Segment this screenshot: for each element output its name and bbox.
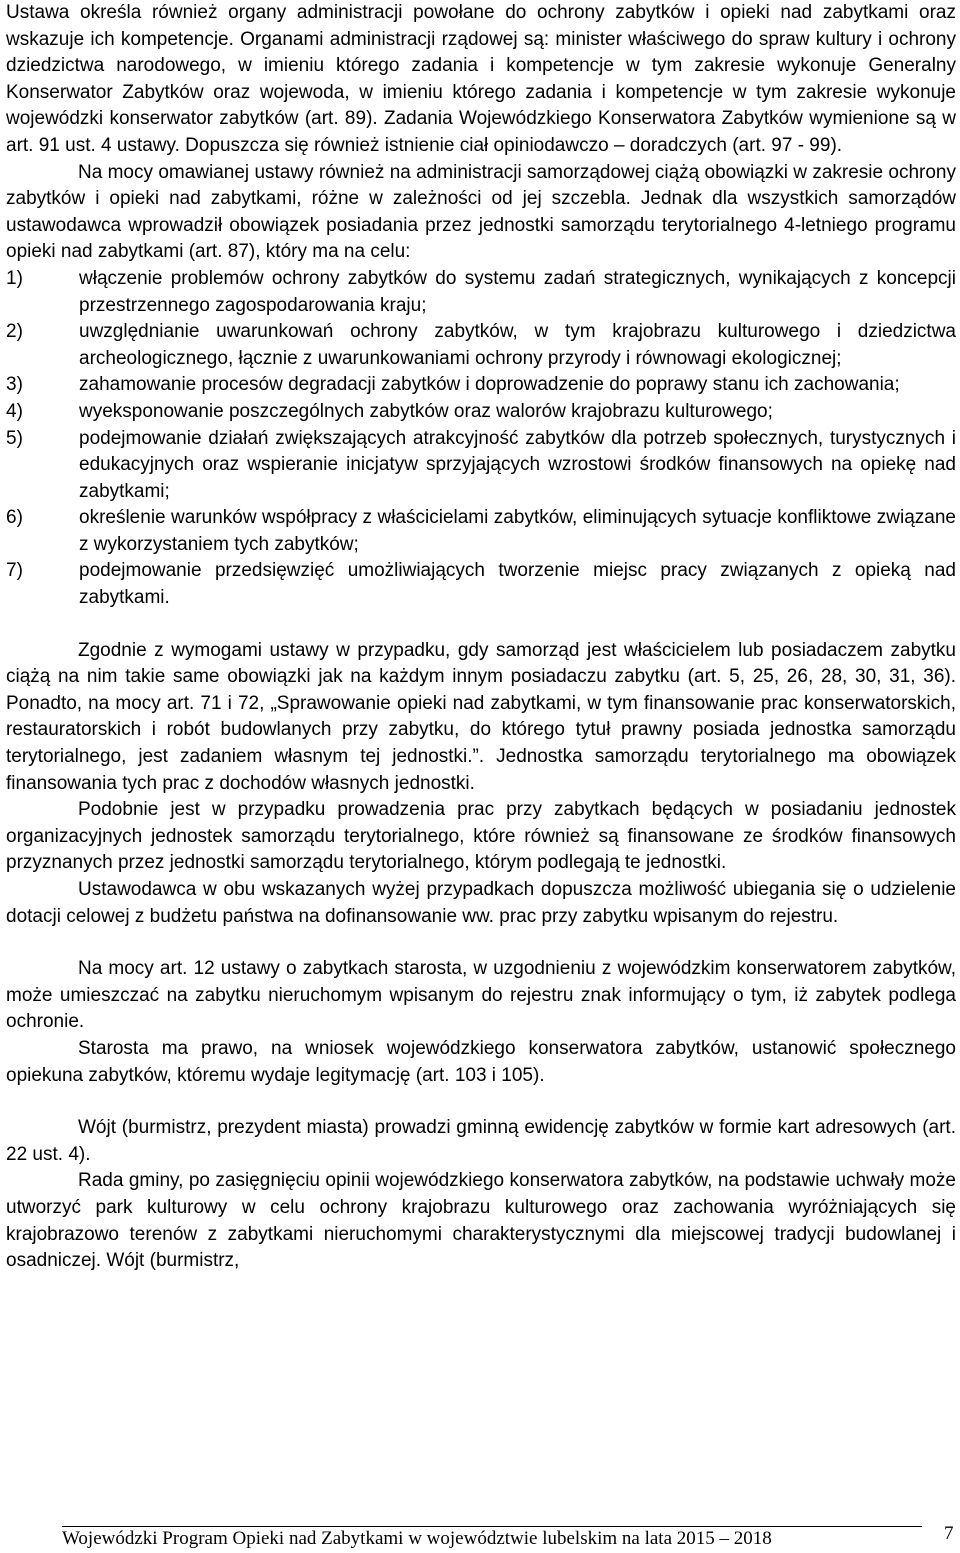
paragraph-owner-duties: Zgodnie z wymogami ustawy w przypadku, gdy samorząd jest właścicielem lub posiadaczem zabytku ciążą na nim takie same obowiązki jak na każdym innym posiadaczu zabytku (art. 5, 25, 26, 28, 30, 31, 36). Ponadto, na mocy art. 71 i 72, „Sprawowanie opieki nad zabytkami, w tym finansowanie prac konserwatorskich, restauratorskich i robót budowlanych przy zabytku, do którego tytuł prawny posiada jednostka samorządu terytorialnego, jest zadaniem własnym tej jednostki.”. Jednostka samorządu terytorialnego ma obowiązek finansowania tych prac z dochodów własnych jednostki.: [6, 639, 956, 794]
list-item: [6, 399, 956, 426]
list-item-number: 1): [6, 267, 23, 289]
paragraph-subsidy: Ustawodawca w obu wskazanych wyżej przypadkach dopuszcza możliwość ubiegania się o udzielenie dotacji celowej z budżetu państwa na dofinansowanie ww. prac przy zabytku wpisanym do rejestru.: [6, 879, 956, 927]
paragraph-organs: Ustawa określa również organy administracji powołane do ochrony zabytków i opieki nad zabytkami oraz wskazuje ich kompetencje. Organami administracji rządowej są: minister właściwego do spraw kultury i ochrony dziedzictwa narodowego, w imieniu którego zadania i kompetencje w tym zakresie wykonuje Generalny Konserwator Zabytków oraz wojewoda, w imieniu którego zadania i kompetencje w tym zakresie wykonuje wojewódzki konserwator zabytków (art. 89). Zadania Wojewódzkiego Konserwatora Zabytków wymienione są w art. 91 ust. 4 ustawy. Dopuszcza się również istnienie ciał opiniodawczo – doradczych (art. 97 - 99).: [6, 2, 956, 156]
list-item-number: 7): [6, 560, 23, 582]
paragraph-starosta-guardian: Starosta ma prawo, na wniosek wojewódzkiego konserwatora zabytków, ustanowić społecznego opiekuna zabytków, któremu wydaje legitymację (art. 103 i 105).: [6, 1037, 956, 1086]
paragraph-spacer: [6, 1089, 956, 1115]
list-item-text: określenie warunków współpracy z właścicielami zabytków, eliminujących sytuacje konfliktowe związane z wykorzystaniem tych zabytków;: [79, 507, 956, 555]
list-item: [6, 319, 956, 372]
paragraph-organizational-units: Podobnie jest w przypadku prowadzenia prac przy zabytkach będących w posiadaniu jednostek organizacyjnych jednostek samorządu terytorialnego, które również są finansowane ze środków finansowych przyznanych przez jednostki samorządu terytorialnego, którym podlegają te jednostki.: [6, 799, 956, 874]
list-item: [6, 505, 956, 558]
list-item: [6, 372, 956, 399]
list-item-text: uwzględnianie uwarunkowań ochrony zabytków, w tym krajobrazu kulturowego i dziedzictwa archeologicznego, łącznie z uwarunkowaniami ochrony przyrody i równowagi ekologicznej;: [79, 321, 956, 369]
list-item: [6, 426, 956, 506]
paragraph-self-government: Na mocy omawianej ustawy również na administracji samorządowej ciążą obowiązki w zakresie ochrony zabytków i opieki nad zabytkami, różne w zależności od jej szczebla. Jednak dla wszystkich samorządów ustawodawca wprowadził obowiązek posiadania przez jednostki samorządu terytorialnego 4-letniego programu opieki nad zabytkami (art. 87), który ma na celu:: [6, 161, 956, 263]
list-item-number: 5): [6, 427, 23, 449]
footer-title: Wojewódzki Program Opieki nad Zabytkami w województwie lubelskim na lata 2015 – 2018: [62, 1528, 772, 1549]
list-item-text: włączenie problemów ochrony zabytków do systemu zadań strategicznych, wynikających z koncepcji przestrzennego zagospodarowania kraju;: [79, 267, 956, 316]
list-item-text: podejmowanie przedsięwzięć umożliwiających tworzenie miejsc pracy związanych z opieką nad zabytkami.: [79, 560, 956, 609]
paragraph-starosta-sign: Na mocy art. 12 ustawy o zabytkach starosta, w uzgodnieniu z wojewódzkim konserwatorem zabytków, może umieszczać na zabytku nieruchomym wpisanym do rejestru znak informujący o tym, iż zabytek podlega ochronie.: [6, 958, 956, 1033]
list-item-text: zahamowanie procesów degradacji zabytków i doprowadzenie do poprawy stanu ich zachowania;: [79, 374, 900, 396]
paragraph-cultural-park: Rada gminy, po zasięgnięciu opinii wojewódzkiego konserwatora zabytków, na podstawie uchwały może utworzyć park kulturowy w celu ochrony krajobrazu kulturowego oraz zachowania wyróżniających się krajobrazowo terenów z zabytkami nieruchomymi charakterystycznymi dla miejscowej tradycji budowlanej i osadniczej. Wójt (burmistrz,: [6, 1170, 956, 1272]
program-goals-list: [6, 266, 956, 612]
list-item-number: 6): [6, 507, 23, 529]
document-page: [6, 0, 956, 1275]
list-item-text: podejmowanie działań zwiększających atrakcyjność zabytków dla potrzeb społecznych, turystycznych i edukacyjnych oraz wspieranie inicjatyw sprzyjających wzrostowi środków finansowych na opiekę nad zabytkami;: [79, 427, 956, 502]
page-number: 7: [944, 1523, 954, 1544]
list-item-number: 4): [6, 400, 23, 422]
paragraph-spacer: [6, 930, 956, 956]
list-item-text: wyeksponowanie poszczególnych zabytków oraz walorów krajobrazu kulturowego;: [79, 400, 773, 422]
paragraph-spacer: [6, 612, 956, 638]
list-item: [6, 266, 956, 319]
list-item: [6, 558, 956, 611]
list-item-number: 2): [6, 321, 23, 343]
paragraph-municipal-register: Wójt (burmistrz, prezydent miasta) prowadzi gminną ewidencję zabytków w formie kart adresowych (art. 22 ust. 4).: [6, 1117, 956, 1165]
list-item-number: 3): [6, 374, 23, 396]
